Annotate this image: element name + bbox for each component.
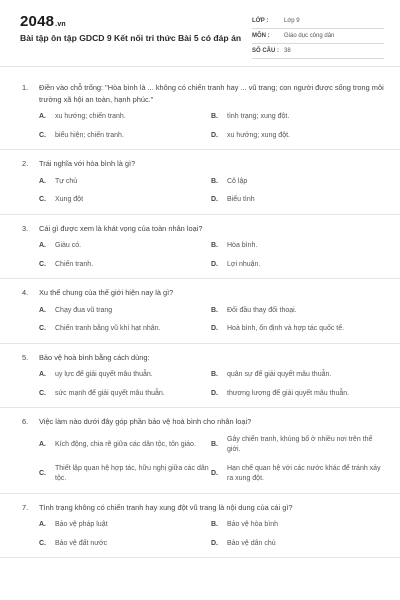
option-letter: A.	[39, 371, 46, 378]
meta-key: SỐ CÂU :	[252, 48, 279, 54]
question-item	[0, 150, 400, 215]
question-item	[0, 279, 400, 344]
option-text: Bảo vệ đất nước	[55, 539, 108, 547]
question-list	[0, 74, 400, 558]
question-number: 1.	[22, 83, 29, 92]
option-letter: B.	[211, 371, 218, 378]
question-text: Trái nghĩa với hòa bình là gì?	[39, 159, 136, 168]
answer-option[interactable]	[39, 195, 211, 206]
answer-options	[22, 177, 384, 214]
answer-option[interactable]	[39, 435, 211, 456]
option-text: Chiến tranh.	[55, 260, 94, 268]
option-text: xu hướng; chiến tranh.	[55, 113, 126, 120]
question-item	[0, 408, 400, 494]
answer-option[interactable]	[211, 435, 383, 456]
option-text: Hạn chế quan hệ với các nước khác để tránh xảy ra xung đột.	[227, 464, 381, 482]
option-text: sức mạnh để giải quyết mâu thuẫn.	[55, 389, 165, 397]
answer-option[interactable]	[39, 389, 211, 400]
option-letter: A.	[39, 440, 46, 448]
option-letter: D.	[211, 469, 218, 477]
question-item	[0, 344, 400, 409]
question-number: 2.	[22, 159, 29, 168]
answer-options	[22, 241, 384, 278]
option-letter: B.	[211, 521, 218, 528]
answer-option[interactable]	[211, 195, 383, 206]
answer-option[interactable]	[39, 539, 211, 550]
meta-table	[252, 14, 384, 59]
option-text: uy lực để giải quyết mâu thuẫn.	[55, 371, 153, 378]
option-letter: A.	[39, 242, 46, 249]
answer-option[interactable]	[39, 260, 211, 271]
question-number: 7.	[22, 502, 29, 512]
meta-value: 38	[284, 48, 291, 54]
answer-option[interactable]	[211, 112, 383, 123]
question-number: 6.	[22, 417, 29, 426]
option-text: Hòa bình.	[227, 242, 258, 249]
answer-options	[22, 370, 384, 407]
answer-option[interactable]	[211, 177, 383, 188]
answer-option[interactable]	[211, 241, 383, 252]
question-text: Cái gì được xem là khát vọng của toàn nhân loại?	[39, 223, 203, 233]
answer-option[interactable]	[39, 324, 211, 335]
meta-row-count	[252, 44, 384, 59]
option-letter: C.	[39, 325, 46, 332]
answer-option[interactable]	[39, 177, 211, 188]
option-letter: B.	[211, 177, 218, 185]
option-letter: D.	[211, 131, 218, 139]
question-header	[22, 416, 384, 428]
option-text: biểu hiện; chiến tranh.	[55, 131, 124, 139]
answer-option[interactable]	[211, 464, 383, 485]
question-header	[22, 223, 384, 235]
option-text: Bảo vệ hòa bình	[227, 521, 278, 528]
question-item	[0, 74, 400, 150]
answer-options	[22, 520, 384, 557]
site-logo[interactable]	[20, 13, 66, 30]
option-letter: D.	[211, 260, 218, 268]
question-header	[22, 502, 384, 514]
answer-option[interactable]	[39, 370, 211, 381]
question-header	[22, 158, 384, 170]
option-letter: D.	[211, 196, 218, 203]
question-number: 4.	[22, 288, 29, 297]
option-letter: A.	[39, 177, 46, 185]
option-letter: B.	[211, 306, 218, 314]
option-text: Bảo vệ dân chủ	[227, 539, 276, 547]
question-text: Việc làm nào dưới đây góp phần bảo vệ hoà bình cho nhân loại?	[39, 417, 252, 426]
option-text: Hoà bình, ổn định và hợp tác quốc tế.	[227, 325, 345, 332]
logo-text: 2048	[20, 13, 55, 30]
answer-option[interactable]	[39, 520, 211, 531]
option-letter: A.	[39, 306, 46, 314]
question-header	[22, 287, 384, 299]
page-header	[0, 0, 400, 66]
meta-row-subject	[252, 29, 384, 44]
option-letter: B.	[211, 113, 218, 120]
answer-option[interactable]	[39, 464, 211, 485]
answer-options	[22, 112, 384, 149]
answer-option[interactable]	[39, 241, 211, 252]
meta-row-grade	[252, 14, 384, 29]
option-letter: C.	[39, 469, 46, 477]
meta-value: Giáo dục công dân	[284, 33, 335, 39]
answer-option[interactable]	[211, 370, 383, 381]
question-item	[0, 494, 400, 559]
answer-option[interactable]	[211, 389, 383, 400]
document-title: Bài tập ôn tập GDCD 9 Kết nối tri thức Bài 5 có đáp án	[20, 33, 242, 43]
option-text: Bảo vệ pháp luật	[55, 521, 108, 528]
question-header	[22, 352, 384, 364]
logo-suffix: .vn	[55, 21, 66, 28]
option-text: xu hướng; xung đột.	[227, 131, 290, 139]
question-text: Xu thế chung của thế giới hiện nay là gì?	[39, 288, 174, 297]
question-number: 3.	[22, 223, 29, 233]
question-header	[22, 82, 384, 105]
option-letter: C.	[39, 131, 46, 139]
meta-key: MÔN :	[252, 33, 270, 39]
option-letter: C.	[39, 196, 46, 203]
option-text: Cô lập	[227, 177, 248, 185]
option-text: Gây chiến tranh, khủng bố ở nhiều nơi trên thế giới.	[227, 435, 373, 453]
option-letter: D.	[211, 389, 218, 397]
question-number: 5.	[22, 352, 29, 362]
answer-options	[22, 306, 384, 343]
option-text: Chạy đua vũ trang	[55, 306, 113, 314]
option-text: Chiến tranh bằng vũ khí hạt nhân.	[55, 325, 161, 332]
option-text: Đối đầu thay đối thoại.	[227, 306, 297, 314]
option-text: Giàu có.	[55, 242, 82, 249]
option-text: Lợi nhuận.	[227, 260, 261, 268]
option-letter: A.	[39, 113, 46, 120]
answer-option[interactable]	[39, 112, 211, 123]
option-letter: B.	[211, 440, 218, 448]
answer-options	[22, 435, 384, 493]
question-text: Bảo vệ hoà bình bằng cách dùng:	[39, 352, 150, 362]
option-letter: C.	[39, 539, 46, 547]
question-text: Tình trạng không có chiến tranh hay xung đột vũ trang là nội dung của cái gì?	[39, 502, 293, 512]
answer-option[interactable]	[211, 520, 383, 531]
answer-option[interactable]	[211, 306, 383, 317]
option-text: Biểu tình	[227, 196, 255, 203]
header-divider	[0, 66, 400, 67]
option-letter: A.	[39, 521, 46, 528]
answer-option[interactable]	[211, 539, 383, 550]
option-letter: C.	[39, 260, 46, 268]
option-text: tình trạng; xung đột.	[227, 113, 290, 120]
answer-option[interactable]	[211, 324, 383, 335]
option-letter: C.	[39, 389, 46, 397]
option-text: Kích động, chia rẽ giữa các dân tộc, tôn giáo.	[55, 440, 196, 448]
option-letter: B.	[211, 242, 218, 249]
option-text: quân sự để giải quyết mâu thuẫn.	[227, 371, 332, 378]
option-text: thương lượng để giải quyết mâu thuẫn.	[227, 389, 350, 397]
answer-option[interactable]	[39, 131, 211, 142]
answer-option[interactable]	[211, 131, 383, 142]
option-text: Xung đột	[55, 196, 84, 203]
option-letter: D.	[211, 325, 218, 332]
meta-key: LỚP :	[252, 18, 269, 24]
question-item	[0, 215, 400, 280]
option-text: Tự chủ	[55, 177, 78, 185]
option-letter: D.	[211, 539, 218, 547]
answer-option[interactable]	[211, 260, 383, 271]
question-text: Điền vào chỗ trống: "Hòa bình là ... không có chiến tranh hay ... vũ trang; con người được sống trong môi trường xã hội an toàn, hạnh phúc."	[39, 83, 384, 104]
answer-option[interactable]	[39, 306, 211, 317]
option-text: Thiết lập quan hệ hợp tác, hữu nghị giữa các dân tộc.	[55, 464, 209, 482]
meta-value: Lớp 9	[284, 18, 300, 24]
